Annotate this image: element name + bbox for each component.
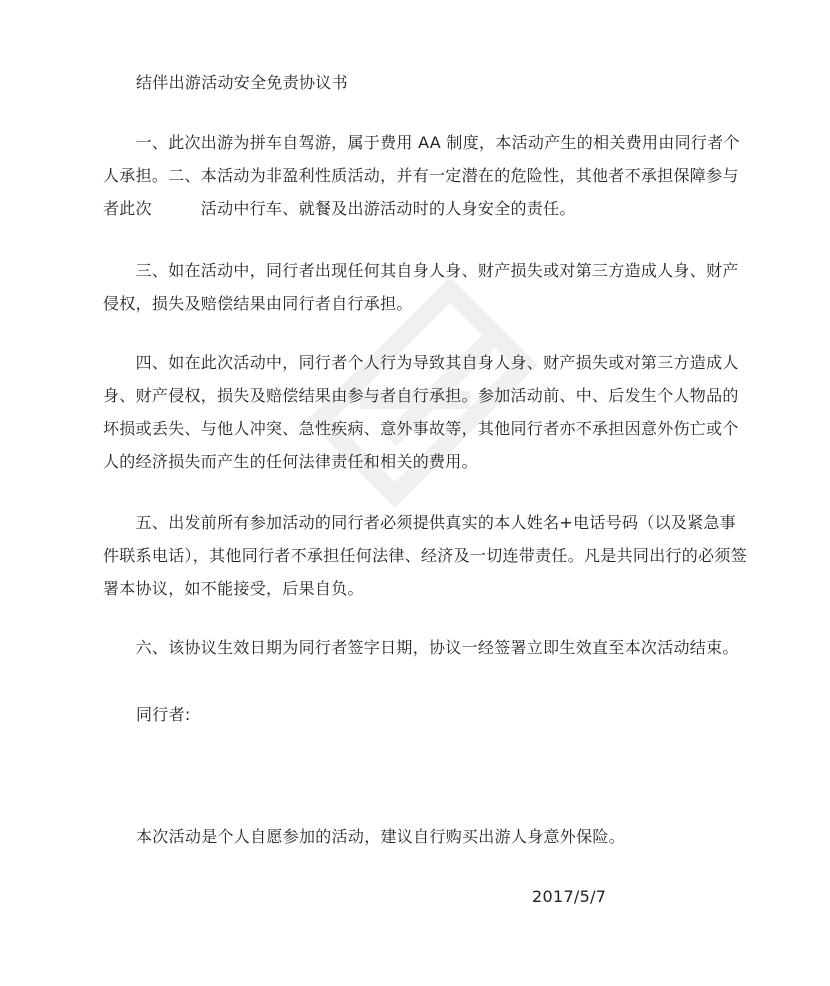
paragraph-4-line-4: 人的经济损失而产生的任何法律责任和相关的费用。 xyxy=(103,452,478,471)
paragraph-4-line-1: 四、如在此次活动中，同行者个人行为导致其自身人身、财产损失或对第三方造成人 xyxy=(103,353,739,372)
paragraph-3-line-2: 侵权，损失及赔偿结果由同行者自行承担。 xyxy=(103,294,413,313)
companion-label: 同行者: xyxy=(136,705,191,724)
document-title: 结伴出游活动安全免责协议书 xyxy=(136,73,348,92)
paragraph-4-line-2: 身、财产侵权，损失及赔偿结果由参与者自行承担。参加活动前、中、后发生个人物品的 xyxy=(103,386,739,405)
paragraph-1-line-1: 一、此次出游为拼车自驾游，属于费用 AA 制度，本活动产生的相关费用由同行者个 xyxy=(103,133,740,152)
paragraph-1-line-3: 者此次 活动中行车、就餐及出游活动时的人身安全的责任。 xyxy=(103,199,576,218)
paragraph-1-line-2: 人承担。二、本活动为非盈利性质活动，并有一定潜在的危险性，其他者不承担保障参与 xyxy=(103,166,739,185)
paragraph-4-line-3: 坏损或丢失、与他人冲突、急性疾病、意外事故等，其他同行者亦不承担因意外伤亡或个 xyxy=(103,419,739,438)
paragraph-5-line-1: 五、出发前所有参加活动的同行者必须提供真实的本人姓名+电话号码（以及紧急事 xyxy=(103,513,737,532)
watermark-icon xyxy=(300,280,540,540)
document-date: 2017/5/7 xyxy=(532,887,607,906)
paragraph-5-line-3: 署本协议，如不能接受，后果自负。 xyxy=(103,579,364,598)
paragraph-5-line-2: 件联系电话），其他同行者不承担任何法律、经济及一切连带责任。凡是共同出行的必须签 xyxy=(103,546,748,565)
insurance-note: 本次活动是个人自愿参加的活动，建议自行购买出游人身意外保险。 xyxy=(136,827,626,846)
paragraph-3-line-1: 三、如在活动中，同行者出现任何其自身人身、财产损失或对第三方造成人身、财产 xyxy=(103,261,739,280)
paragraph-6-line-1: 六、该协议生效日期为同行者签字日期，协议一经签署立即生效直至本次活动结束。 xyxy=(103,638,739,657)
